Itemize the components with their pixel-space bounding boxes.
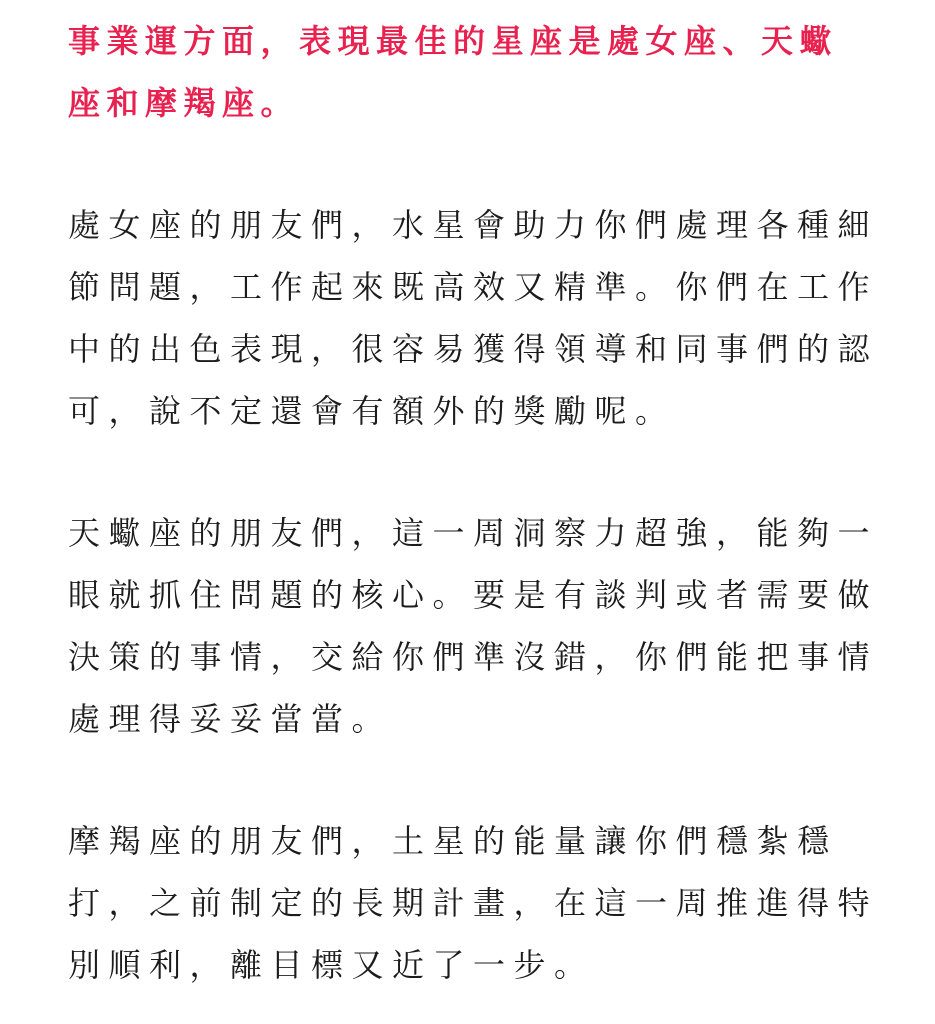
paragraph-line: 可，說不定還會有額外的獎勵呢。	[68, 392, 676, 430]
paragraph-line: 天蠍座的朋友們，這一周洞察力超強，能夠一	[68, 514, 879, 552]
paragraph-line: 處理得妥妥當當。	[68, 700, 393, 738]
paragraph-line: 打，之前制定的長期計畫，在這一周推進得特	[68, 884, 879, 922]
headline	[68, 10, 838, 134]
paragraph-line: 節問題，工作起來既高效又精準。你們在工作	[68, 268, 879, 306]
headline-line: 事業運方面，表現最佳的星座是處女座、天蠍	[68, 22, 839, 60]
paragraph-virgo	[68, 194, 878, 442]
headline-line: 座和摩羯座。	[68, 84, 300, 122]
paragraph-line: 決策的事情，交給你們準沒錯，你們能把事情	[68, 638, 879, 676]
paragraph-line: 摩羯座的朋友們，土星的能量讓你們穩紮穩	[68, 822, 838, 860]
paragraph-scorpio	[68, 502, 878, 750]
paragraph-capricorn	[68, 810, 878, 996]
paragraph-line: 中的出色表現，很容易獲得領導和同事們的認	[68, 330, 879, 368]
paragraph-line: 眼就抓住問題的核心。要是有談判或者需要做	[68, 576, 879, 614]
paragraph-line: 處女座的朋友們，水星會助力你們處理各種細	[68, 206, 879, 244]
paragraph-line: 別順利，離目標又近了一步。	[68, 946, 595, 984]
